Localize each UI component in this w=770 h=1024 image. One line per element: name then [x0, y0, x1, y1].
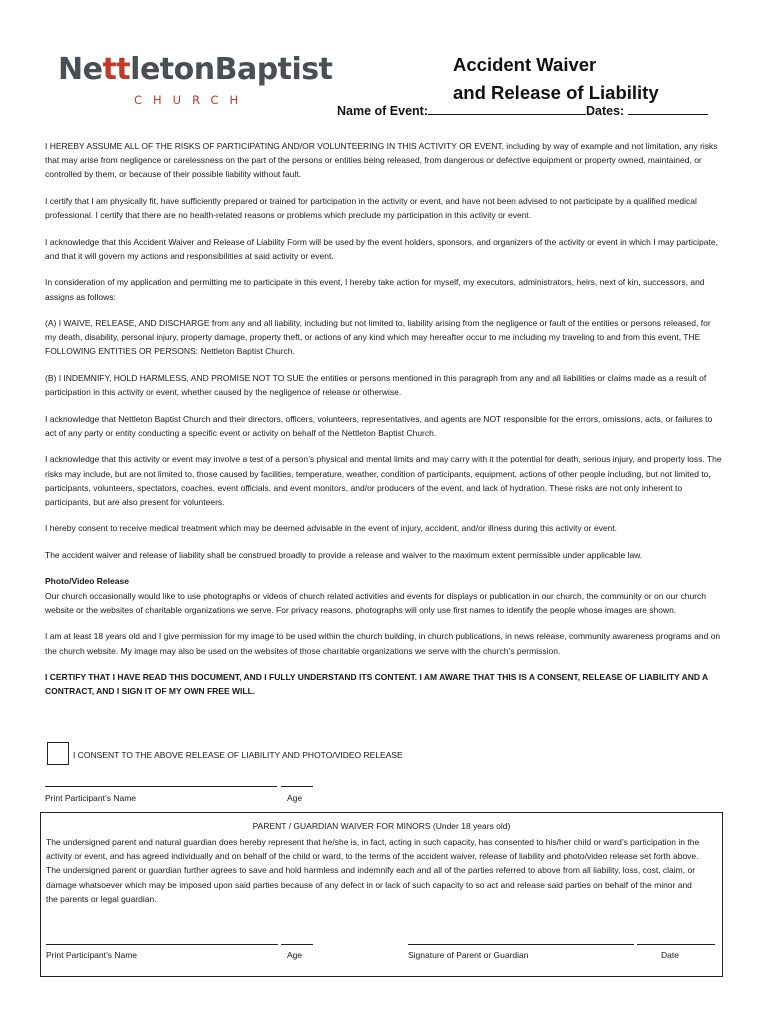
document-title	[453, 51, 713, 107]
participant-age-label: Age	[287, 793, 303, 803]
paragraph-medical: I hereby consent to receive medical treatment which may be deemed advisable in the event of injury, accident, and/or illness during this activity or event.	[45, 523, 618, 534]
guardian-date-line[interactable]	[637, 944, 715, 945]
paragraph-risks: I acknowledge that this activity or event may involve a test of a person’s physical and mental limits and may carry with it the potential for death, serious injury, and property loss. The risks may include, but are not limited to, those caused by facilities, temperature, weather, condition of participants, equipment, actions of other people including, but not limited to, participants, volunteers, spectators, coaches, event officials, and event monitors, and/or producers of the event, and lack of hydration. These risks are not only inherent to participants, but are also present for volunteers.	[45, 454, 722, 507]
paragraph-waive-release: (A) I WAIVE, RELEASE, AND DISCHARGE from any and all liability, including but not limited to, liability arising from the negligence or fault of the entities or persons released, for my death, disability, personal injury, property damage, property theft, or actions of any kind which may hereafter occur to me including my traveling to and from this event, THE FOLLOWING ENTITIES OR PERSONS: Nettleton Baptist Church.	[45, 318, 711, 357]
guardian-waiver-title: PARENT / GUARDIAN WAIVER FOR MINORS (Under 18 years old)	[252, 821, 511, 831]
title-line-1: Accident Waiver	[453, 54, 597, 75]
guardian-participant-name-line[interactable]	[46, 944, 278, 945]
paragraph-indemnify: (B) I INDEMNIFY, HOLD HARMLESS, AND PROMISE NOT TO SUE the entities or persons mentioned in this paragraph from any and all liabilities or claims made as a result of participation in this activity or event, whether caused by the negligence of release or otherwise.	[45, 372, 707, 398]
guardian-signature-line[interactable]	[408, 944, 634, 945]
dates-label: Dates:	[586, 104, 625, 118]
photo-release-heading: Photo/Video Release	[45, 576, 129, 587]
logo-wordmark: NettletonBaptist	[58, 52, 333, 87]
participant-name-line[interactable]	[45, 786, 277, 787]
paragraph-consideration: In consideration of my application and permitting me to participate in this event, I hereby take action for myself, my executors, administrators, heirs, next of kin, successors, and assigns as follows:	[45, 277, 705, 302]
church-logo	[58, 50, 333, 110]
title-line-2: and Release of Liability	[453, 82, 659, 103]
guardian-participant-name-label: Print Participant’s Name	[46, 950, 138, 960]
guardian-signature-label: Signature of Parent or Guardian	[408, 950, 529, 960]
paragraph-form-usage: I acknowledge that this Accident Waiver and Release of Liability Form will be used by the event holders, sponsors, and organizers of the activity or event in which I may participate, and that it will govern my actions and responsibilities at said activity or event.	[45, 236, 718, 261]
event-name-label: Name of Event:	[337, 104, 428, 118]
dates-field[interactable]	[628, 104, 708, 115]
paragraph-physically-fit: I certify that I am physically fit, have sufficiently prepared or trained for participation in the activity or event, and have not been advised to not participate by a qualified medical professional. I certify that there are no health-related reasons or problems which preclude my participation in this activity or event.	[45, 195, 697, 221]
logo-cross-letters: tt	[102, 52, 131, 87]
consent-checkbox[interactable]	[47, 742, 69, 765]
event-name-field[interactable]	[428, 104, 586, 115]
photo-permission-text: I am at least 18 years old and I give permission for my image to be used within the church building, in church publications, in news release, community awareness programs and on the church website. My image may also be used on the websites of those charitable organizations we serve with the church’s permission.	[45, 631, 721, 656]
guardian-waiver-text: The undersigned parent and natural guardian does hereby represent that he/she is, in fact, acting in such capacity, has consented to his/her child or ward’s participation in the activity or event, and has agreed individually and on behalf of the child or ward, to the terms of the accident waiver, release of liability and photo/video release set forth above. The undersigned parent or guardian further agrees to save and hold harmless and indemnify each and all of the parties referred to above from all liability, loss, cost, claim, or damage whatsoever which may be imposed upon said parties because of any defect in or lack of such capacity to so act and release said parties on behalf of the minor and the parents or legal guardian.	[46, 837, 700, 904]
waiver-body	[45, 139, 723, 711]
consent-label: I CONSENT TO THE ABOVE RELEASE OF LIABILITY AND PHOTO/VIDEO RELEASE	[73, 750, 403, 760]
guardian-waiver-box	[40, 812, 723, 977]
event-info-line	[337, 104, 708, 118]
guardian-participant-age-label: Age	[287, 950, 303, 960]
paragraph-construed: The accident waiver and release of liability shall be construed broadly to provide a release and waiver to the maximum extent permissible under applicable law.	[45, 549, 643, 560]
logo-subtitle: CHURCH	[134, 93, 250, 107]
guardian-participant-age-line[interactable]	[281, 944, 313, 945]
certify-statement: I CERTIFY THAT I HAVE READ THIS DOCUMENT, AND I FULLY UNDERSTAND ITS CONTENT. I AM AWARE THAT THIS IS A CONSENT, RELEASE OF LIABILITY AND A CONTRACT, AND I SIGN IT OF MY OWN FREE WILL.	[45, 672, 708, 697]
participant-age-line[interactable]	[281, 786, 313, 787]
paragraph-not-responsible: I acknowledge that Nettleton Baptist Church and their directors, officers, volunteers, representatives, and agents are NOT responsible for the errors, omissions, acts, or failures to act of any party or entity conducting a specific event or activity on behalf of the Nettleton Baptist Church.	[45, 413, 713, 438]
paragraph-assume-risks: I HEREBY ASSUME ALL OF THE RISKS OF PARTICIPATING AND/OR VOLUNTEERING IN THIS ACTIVITY OR EVENT, including by way of example and not limitation, any risks that may arise from negligence or carelessness on the part of the persons or entities being released, from dangerous or defective equipment or property owned, maintained, or controlled by them, or because of their possible liability without fault.	[45, 141, 718, 180]
guardian-date-label: Date	[661, 950, 679, 960]
participant-name-label: Print Participant’s Name	[45, 793, 137, 803]
photo-release-text: Our church occasionally would like to use photographs or videos of church related activities and events for displays or publication in our church, the community or on our church website or the websites of charitable organizations we serve. For privacy reasons, photographs will only use first names to identify the people whose images are shown.	[45, 590, 706, 615]
